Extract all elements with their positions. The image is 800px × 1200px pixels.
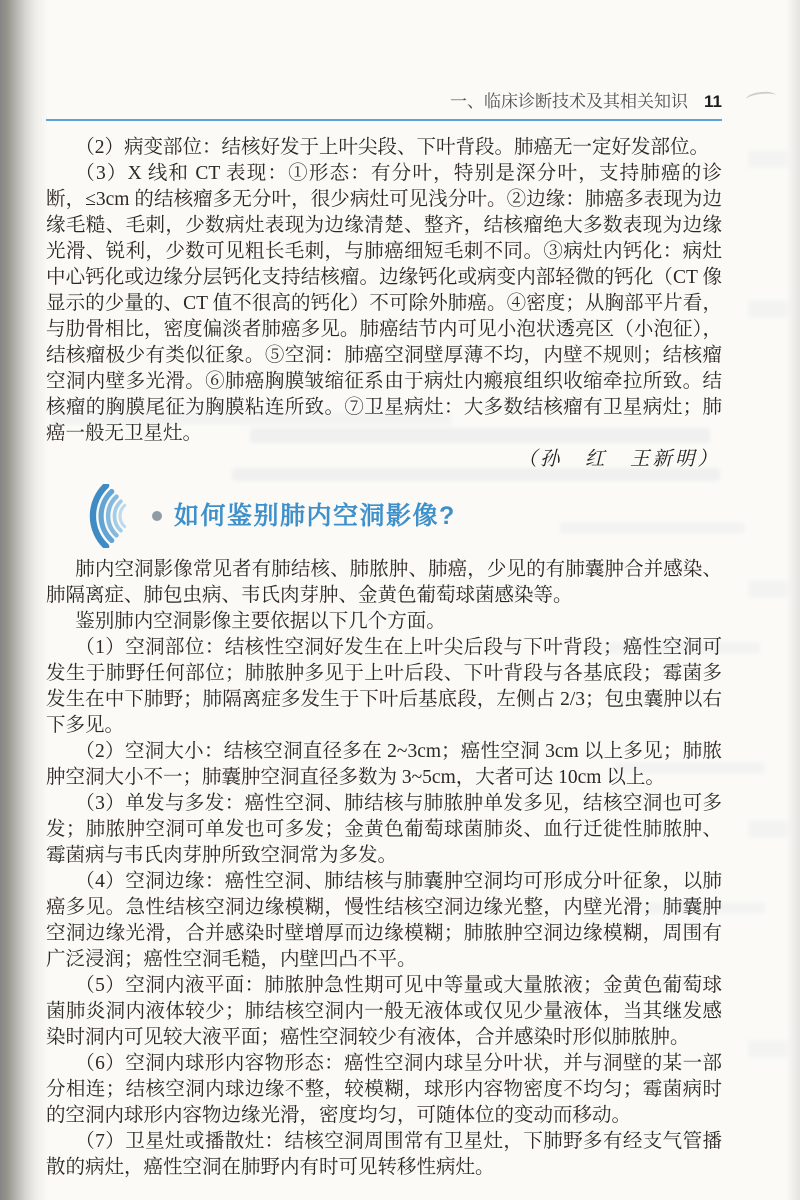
- bleedthrough-artifact: [748, 820, 788, 838]
- body-paragraph: 鉴别肺内空洞影像主要依据以下几个方面。: [75, 611, 446, 632]
- scan-gutter-shadow: [0, 0, 48, 1200]
- body-paragraph: （2）空洞大小：结核空洞直径多在 2~3cm；癌性空洞 3cm 以上多见；肺脓肿空洞大小不一；肺囊肿空洞直径多数为 3~5cm，大者可达 10cm 以上。: [46, 741, 722, 788]
- body-text: [46, 135, 722, 1181]
- header-rule: [46, 119, 722, 121]
- chapter-title: 一、临床诊断技术及其相关知识: [450, 92, 689, 111]
- bleedthrough-artifact: [748, 150, 788, 168]
- body-paragraph: （1）空洞部位：结核性空洞好发生在上叶尖后段与下叶背段；癌性空洞可发生于肺野任何部位；肺脓肿多见于上叶后段、下叶背段与各基底段；霉菌多发生在中下肺野；肺隔离症多发生于下叶后基底段，左侧占 2/3；包虫囊肿以右下多见。: [46, 637, 722, 736]
- body-paragraph: 肺内空洞影像常见者有肺结核、肺脓肿、肺癌，少见的有肺囊肿合并感染、肺隔离症、肺包虫病、韦氏肉芽肿、金黄色葡萄球菌感染等。: [46, 559, 722, 606]
- author-attribution: （孙 红 王新明）: [517, 449, 720, 470]
- body-paragraph: （7）卫星灶或播散灶：结核空洞周围常有卫星灶，下肺野多有经支气管播散的病灶，癌性空洞在肺野内有时可见转移性病灶。: [46, 1131, 722, 1178]
- bleedthrough-artifact: [748, 300, 788, 318]
- scan-edge-shadow: [786, 0, 800, 1200]
- body-paragraph: （3）X 线和 CT 表现：①形态：有分叶，特别是深分叶，支持肺癌的诊断，≤3cm 的结核瘤多无分叶，很少病灶可见浅分叶。②边缘：肺癌多表现为边缘毛糙、毛刺，少数病灶表现为边缘清楚、整齐，结核瘤绝大多数表现为边缘光滑、锐利，少数可见粗长毛刺，与肺癌细短毛刺不同。③病灶内钙化：病灶中心钙化或边缘分层钙化支持结核瘤。边缘钙化或病变内部轻微的钙化（CT 像显示的少量的、CT 值不很高的钙化）不可除外肺癌。④密度；从胸部平片看，与肋骨相比，密度偏淡者肺癌多见。肺癌结节内可见小泡状透亮区（小泡征），结核瘤极少有类似征象。⑤空洞：肺癌空洞壁厚薄不均，内壁不规则；结核瘤空洞内壁多光滑。⑥肺癌胸膜皱缩征系由于病灶内瘢痕组织收缩牵拉所致。结核瘤的胸膜尾征为胸膜粘连所致。⑦卫星病灶：大多数结核瘤有卫星病灶；肺癌一般无卫星灶。: [46, 163, 722, 444]
- section-title: 如何鉴别肺内空洞影像?: [174, 502, 456, 530]
- section-heading: [82, 483, 722, 549]
- page-content: [46, 0, 722, 1181]
- scan-artifact: [745, 90, 776, 105]
- body-paragraph: （3）单发与多发：癌性空洞、肺结核与肺脓肿单发多见，结核空洞也可多发；肺脓肿空洞可单发也可多发；金黄色葡萄球菌肺炎、血行迁徙性肺脓肿、霉菌病与韦氏肉芽肿所致空洞常为多发。: [46, 793, 722, 866]
- body-paragraph: （6）空洞内球形内容物形态：癌性空洞内球呈分叶状，并与洞壁的某一部分相连；结核空洞内球边缘不整，较模糊，球形内容物密度不均匀；霉菌病时的空洞内球形内容物边缘光滑，密度均匀，可随体位的变动而移动。: [46, 1053, 722, 1126]
- page-number: 11: [704, 92, 722, 111]
- body-paragraph: （5）空洞内液平面：肺脓肿急性期可见中等量或大量脓液；金黄色葡萄球菌肺炎洞内液体较少；肺结核空洞内一般无液体或仅见少量液体，当其继发感染时洞内可见较大液平面；癌性空洞较少有液体，合并感染时形似肺脓肿。: [46, 975, 722, 1048]
- sound-wave-icon: [82, 484, 138, 548]
- running-header: [46, 92, 722, 112]
- bullet-dot-icon: [152, 511, 162, 521]
- bleedthrough-artifact: [748, 1040, 788, 1058]
- bleedthrough-artifact: [748, 580, 788, 598]
- body-paragraph: （2）病变部位：结核好发于上叶尖段、下叶背段。肺癌无一定好发部位。: [75, 137, 710, 158]
- body-paragraph: （4）空洞边缘：癌性空洞、肺结核与肺囊肿空洞均可形成分叶征象，以肺癌多见。急性结核空洞边缘模糊，慢性结核空洞边缘光整，内壁光滑；肺囊肿空洞边缘光滑，合并感染时壁增厚而边缘模糊；肺脓肿空洞边缘模糊，周围有广泛浸润；癌性空洞毛糙，内壁凹凸不平。: [46, 871, 722, 970]
